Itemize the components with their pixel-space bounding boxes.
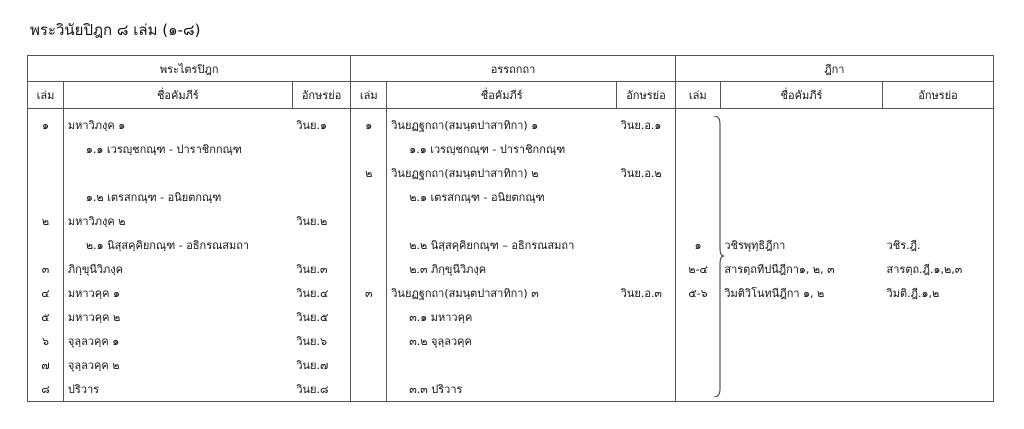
table-cell (28, 137, 64, 161)
table-cell: จุลฺลวคฺค ๒ (63, 353, 292, 377)
col-header: อักษรย่อ (292, 82, 351, 109)
table-cell (720, 209, 882, 233)
table-cell: วินย.๓ (292, 257, 351, 281)
table-cell: ๓ (28, 257, 64, 281)
col-header: เล่ม (351, 82, 387, 109)
table-cell (617, 257, 676, 281)
table-cell (883, 209, 994, 233)
table-row (28, 109, 994, 138)
table-cell (63, 161, 292, 185)
table-row (28, 185, 994, 209)
table-row (28, 209, 994, 233)
table-cell: ๒.๑ นิสฺสคฺคิยกณฺฑ - อธิกรณสมถา (63, 233, 292, 257)
col-header: เล่ม (675, 82, 720, 109)
table-cell (883, 137, 994, 161)
table-cell: ๑ (694, 239, 702, 252)
table-cell (883, 353, 994, 377)
group-tika: ฎีกา (675, 56, 993, 82)
table-cell: วินย.อ.๒ (617, 161, 676, 185)
table-cell (720, 353, 882, 377)
table-cell: วินย.๗ (292, 353, 351, 377)
table-row (28, 353, 994, 377)
table-cell (883, 161, 994, 185)
table-cell: วิมติ.ฎี.๑,๒ (883, 281, 994, 305)
table-cell: มหาวคฺค ๒ (63, 305, 292, 329)
table-cell (28, 233, 64, 257)
col-header: ชื่อคัมภีร์ (387, 82, 617, 109)
table-cell: ๓.๒ จุลฺลวคฺค (387, 329, 617, 353)
table-cell: ๗ (28, 353, 64, 377)
table-cell (720, 161, 882, 185)
table-cell (351, 353, 387, 377)
table-cell (883, 305, 994, 329)
table-cell: ๑.๒ เตรสกณฺฑ - อนิยตกณฺฑ (63, 185, 292, 209)
table-cell: สารตฺถ.ฎี.๑,๒,๓ (883, 257, 994, 281)
table-cell: ๒ (365, 167, 373, 180)
table-cell (617, 305, 676, 329)
table-cell: ๒ (28, 209, 64, 233)
table-row (28, 329, 994, 353)
table-cell (28, 185, 64, 209)
table-cell (617, 329, 676, 353)
table-cell (883, 109, 994, 138)
table-cell (292, 161, 351, 185)
brace-icon (712, 116, 724, 397)
table-cell (617, 209, 676, 233)
table-cell: วินยฏฐกถา(สมนฺตปาสาทิกา) ๒ (387, 161, 617, 185)
table-cell: วินย.๑ (292, 109, 351, 138)
table-row (28, 233, 994, 257)
table-cell (883, 185, 994, 209)
column-header-row (28, 82, 994, 109)
table-cell (883, 329, 994, 353)
table-row (28, 137, 994, 161)
table-row (28, 377, 994, 402)
table-cell (351, 257, 387, 281)
table-cell: ๒.๑ เตรสกณฺฑ - อนิยตกณฺฑ (387, 185, 617, 209)
col-header: ชื่อคัมภีร์ (720, 82, 882, 109)
table-cell (351, 137, 387, 161)
table-cell (617, 185, 676, 209)
group-tipitaka: พระไตรปิฎก (28, 56, 351, 82)
table-cell: ๔ (28, 281, 64, 305)
table-cell (617, 137, 676, 161)
table-cell (720, 137, 882, 161)
table-cell (28, 161, 64, 185)
table-cell (720, 185, 882, 209)
table-cell: ๕ (28, 305, 64, 329)
table-cell: ๓ (365, 287, 373, 300)
table-row (28, 281, 994, 305)
group-header-row (28, 56, 994, 82)
table-cell: ๘ (28, 377, 64, 402)
table-cell: ภิกฺขุนีวิภงฺค (63, 257, 292, 281)
table-cell (351, 185, 387, 209)
vinaya-table (27, 55, 994, 402)
group-atthakatha: อรรถกถา (351, 56, 675, 82)
table-cell (883, 377, 994, 402)
table-cell: ๑.๑ เวรญฺชกณฺฑ - ปาราชิกกณฺฑ (387, 137, 617, 161)
table-row (28, 161, 994, 185)
table-cell: ๓.๓ ปริวาร (387, 377, 617, 402)
table-cell: ๓.๑ มหาวคฺค (387, 305, 617, 329)
table-cell: วินย.๔ (292, 281, 351, 305)
table-cell (351, 305, 387, 329)
table-cell (351, 329, 387, 353)
table-cell (720, 305, 882, 329)
table-cell (387, 209, 617, 233)
page-title: พระวินัยปิฎก ๘ เล่ม (๑-๘) (30, 21, 201, 39)
table-cell (617, 353, 676, 377)
table-cell: ๒-๔ (688, 263, 708, 276)
table-cell: วินย.๘ (292, 377, 351, 402)
col-header: อักษรย่อ (617, 82, 676, 109)
table-cell (292, 185, 351, 209)
col-header: ชื่อคัมภีร์ (63, 82, 292, 109)
table-cell: ๕-๖ (688, 287, 708, 300)
table-cell (351, 209, 387, 233)
table-cell (720, 109, 882, 138)
table-row (28, 305, 994, 329)
table-cell (351, 233, 387, 257)
table-cell: สารตฺถทีปนีฎีกา๑, ๒, ๓ (724, 263, 835, 276)
table-cell: วินย.อ.๑ (617, 109, 676, 138)
table-cell: วินย.อ.๓ (617, 281, 676, 305)
table-cell: ๖ (28, 329, 64, 353)
table-cell (617, 377, 676, 402)
table-cell: ๑ (28, 109, 64, 138)
table-cell: วชิร.ฎี. (883, 233, 994, 257)
table-cell: จุลฺลวคฺค ๑ (63, 329, 292, 353)
table-row (28, 257, 994, 281)
table-cell (351, 377, 387, 402)
table-cell: ๑ (365, 119, 373, 132)
table-cell: วชิรพุทฺธิฎีกา (724, 239, 786, 252)
table-cell: วินย.๕ (292, 305, 351, 329)
table-cell (292, 137, 351, 161)
table-cell: มหาวิภงฺค ๑ (63, 109, 292, 138)
table-cell: ๒.๓ ภิกฺขุนีวิภงฺค (387, 257, 617, 281)
table-cell: วินยฏฐกถา(สมนฺตปาสาทิกา) ๓ (387, 281, 617, 305)
col-header: เล่ม (28, 82, 64, 109)
table-cell: มหาวิภงฺค ๒ (63, 209, 292, 233)
table-cell (617, 233, 676, 257)
table-cell: ปริวาร (63, 377, 292, 402)
table-cell: ๒.๒ นิสฺสคฺคิยกณฺฑ – อธิกรณสมถา (387, 233, 617, 257)
table-cell (720, 329, 882, 353)
table-cell: วินย.๒ (292, 209, 351, 233)
table-cell (387, 353, 617, 377)
table-cell (292, 233, 351, 257)
table-cell: ๑.๑ เวรญฺชกณฺฑ - ปาราชิกกณฺฑ (63, 137, 292, 161)
table-cell: วินยฏฐกถา(สมนฺตปาสาทิกา) ๑ (387, 109, 617, 138)
col-header: อักษรย่อ (883, 82, 994, 109)
table-cell: วินย.๖ (292, 329, 351, 353)
table-cell: วิมติวิโนทนีฎีกา ๑, ๒ (724, 287, 825, 300)
table-cell: มหาวคฺค ๑ (63, 281, 292, 305)
table-cell (720, 377, 882, 402)
